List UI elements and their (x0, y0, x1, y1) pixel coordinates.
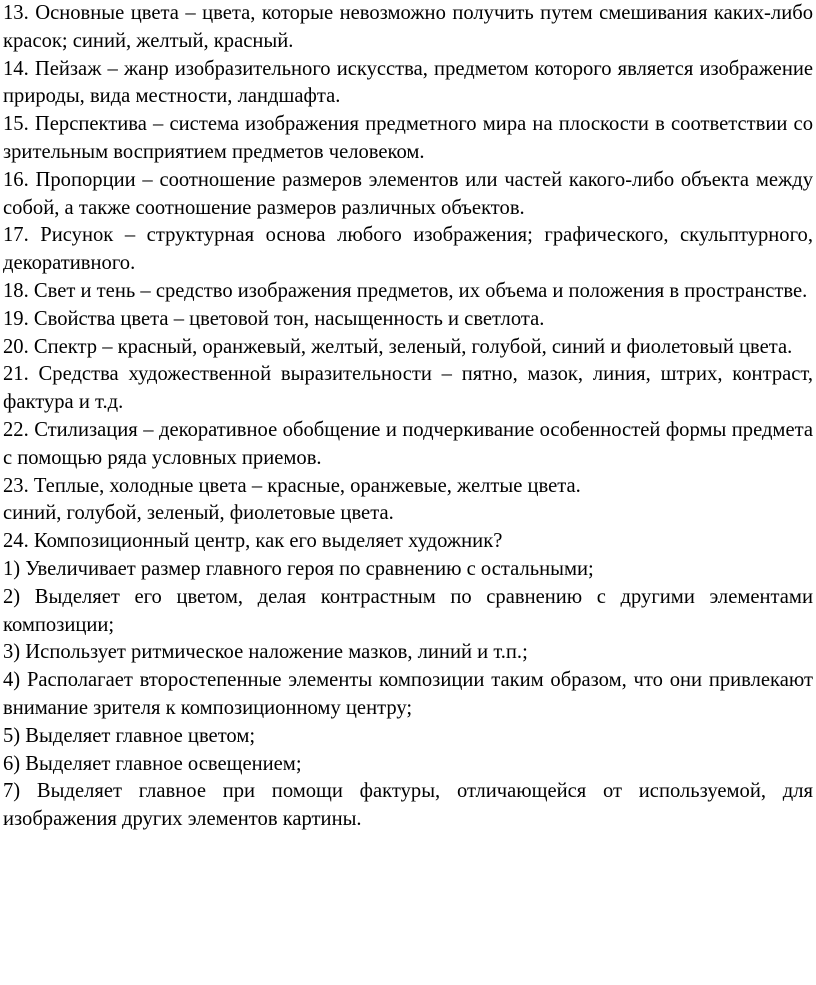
term-17-drawing: 17. Рисунок – структурная основа любого изображения; графического, скульптурного, декоративного. (3, 224, 813, 275)
term-14-landscape: 14. Пейзаж – жанр изобразительного искусства, предметом которого является изображение природы, вида местности, ландшафта. (3, 57, 813, 108)
term-23-cold-colors-line: синий, голубой, зеленый, фиолетовые цвета. (3, 502, 394, 525)
answer-item-5: 5) Выделяет главное цветом; (3, 724, 256, 747)
answer-item-7: 7) Выделяет главное при помощи фактуры, отличающейся от используемой, для изображения других элементов картины. (3, 780, 813, 831)
term-23-warm-cold-colors: 23. Теплые, холодные цвета – красные, оранжевые, желтые цвета. (3, 474, 581, 497)
term-13-primary-colors: 13. Основные цвета – цвета, которые невозможно получить путем смешивания каких-либо красок; синий, желтый, красный. (3, 2, 813, 52)
term-15-perspective: 15. Перспектива – система изображения предметного мира на плоскости в соответствии со зрительным восприятием предметов человеком. (3, 113, 813, 163)
question-24-composition-center: 24. Композиционный центр, как его выделяет художник? (3, 530, 503, 553)
term-21-means-of-expression: 21. Средства художественной выразительности – пятно, мазок, линия, штрих, контраст, фактура и т.д. (3, 363, 813, 414)
answer-item-4: 4) Располагает второстепенные элементы композиции таким образом, что они привлекают внимание зрителя к композиционному центру; (3, 669, 813, 719)
answer-item-1: 1) Увеличивает размер главного героя по сравнению с остальными; (3, 557, 594, 580)
term-22-stylization: 22. Стилизация – декоративное обобщение и подчеркивание особенностей формы предмета с помощью ряда условных приемов. (3, 418, 813, 469)
answer-item-2: 2) Выделяет его цветом, делая контрастным по сравнению с другими элементами композиции; (3, 585, 813, 636)
term-16-proportions: 16. Пропорции – соотношение размеров элементов или частей какого-либо объекта между собой, а также соотношение размеров различных объектов. (3, 168, 813, 219)
term-19-color-properties: 19. Свойства цвета – цветовой тон, насыщенность и светлота. (3, 307, 545, 330)
answer-item-6: 6) Выделяет главное освещением; (3, 752, 302, 775)
document-page (3, 0, 813, 834)
term-18-light-and-shadow: 18. Свет и тень – средство изображения предметов, их объема и положения в пространстве. (3, 279, 808, 302)
answer-item-3: 3) Использует ритмическое наложение мазков, линий и т.п.; (3, 641, 528, 664)
term-20-spectrum: 20. Спектр – красный, оранжевый, желтый, зеленый, голубой, синий и фиолетовый цвета. (3, 335, 793, 358)
